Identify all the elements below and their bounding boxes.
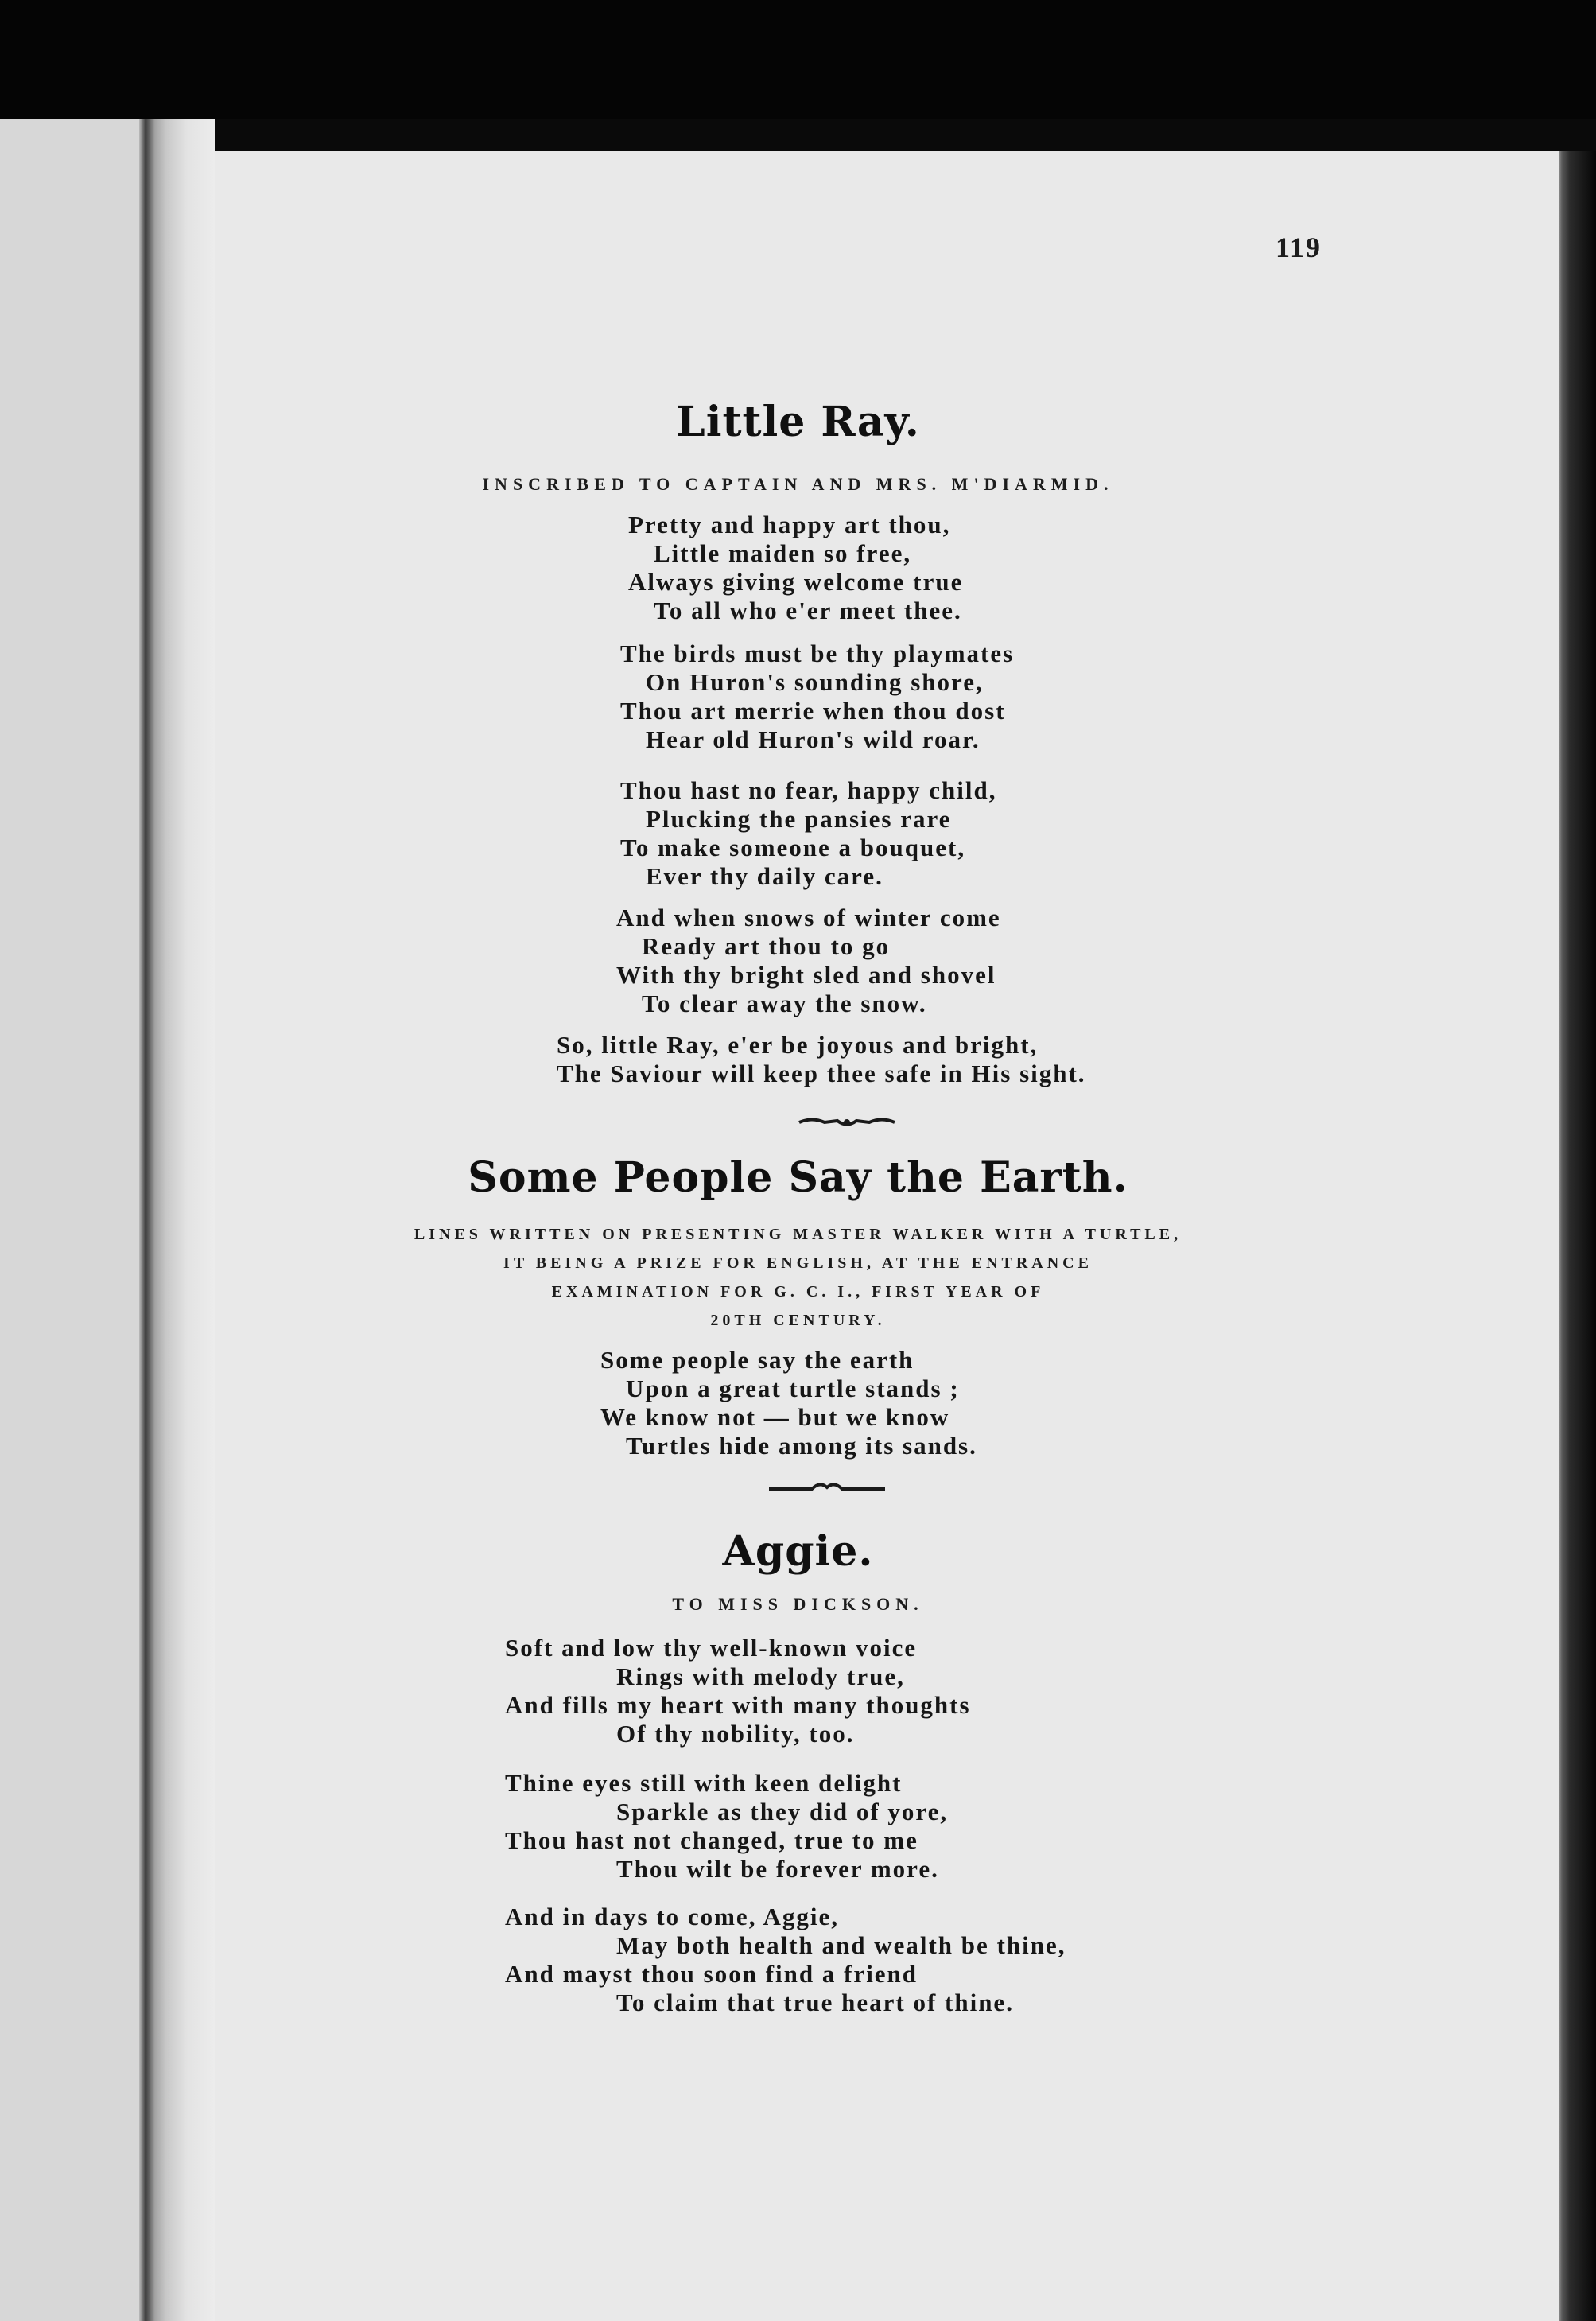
page-number: 119: [1275, 231, 1322, 263]
stanza: [557, 1031, 1086, 1088]
verse-line: Thou wilt be forever more.: [616, 1855, 939, 1883]
stanza: [620, 640, 1014, 754]
verse-line: To claim that true heart of thine.: [616, 1989, 1014, 2016]
verse-line: And mayst thou soon find a friend: [505, 1960, 918, 1988]
dedication-line: LINES WRITTEN ON PRESENTING MASTER WALKER WITH A TURTLE,: [414, 1226, 1182, 1243]
verse-line: Little maiden so free,: [654, 539, 912, 567]
dedication-little-ray: [0, 474, 1596, 495]
verse-line: Pretty and happy art thou,: [628, 511, 951, 538]
verse-line: Always giving welcome true: [628, 568, 964, 596]
dedication-line: INSCRIBED TO CAPTAIN AND MRS. M'DIARMID.: [482, 474, 1114, 494]
dedication-some-people-say-the-earth: [0, 1220, 1596, 1335]
verse-line: The birds must be thy playmates: [620, 640, 1015, 667]
verse-line: And fills my heart with many thoughts: [505, 1691, 971, 1719]
dedication-line: EXAMINATION FOR G. C. I., FIRST YEAR OF: [551, 1283, 1045, 1300]
verse-line: Soft and low thy well-known voice: [505, 1634, 918, 1662]
ornament-divider: [767, 1479, 887, 1494]
verse-line: And in days to come, Aggie,: [505, 1903, 839, 1930]
poem-title-aggie: Aggie.: [722, 1527, 874, 1576]
verse-line: We know not — but we know: [600, 1403, 950, 1431]
stanza: [505, 1903, 1066, 2017]
verse-line: And when snows of winter come: [616, 904, 1001, 931]
dedication-aggie: [0, 1594, 1596, 1615]
stanza: [600, 1346, 977, 1460]
verse-line: To clear away the snow.: [642, 989, 927, 1017]
verse-line: Plucking the pansies rare: [646, 805, 952, 833]
dedication-line: IT BEING A PRIZE FOR ENGLISH, AT THE ENTRANCE: [503, 1254, 1093, 1272]
ornament-divider: [798, 1114, 896, 1131]
verse-line: Turtles hide among its sands.: [626, 1432, 977, 1460]
stanza: [505, 1634, 971, 1748]
verse-line: Thou art merrie when thou dost: [620, 697, 1006, 725]
verse-line: To make someone a bouquet,: [620, 834, 966, 861]
verse-line: Rings with melody true,: [616, 1662, 905, 1690]
verse-line: Thine eyes still with keen delight: [505, 1769, 903, 1797]
dedication-line: 20TH CENTURY.: [710, 1312, 886, 1329]
stanza: [505, 1769, 948, 1884]
verse-line: Ever thy daily care.: [646, 862, 883, 890]
poem-title-little-ray: Little Ray.: [676, 398, 920, 446]
verse-line: With thy bright sled and shovel: [616, 961, 996, 989]
poem-title-some-people-say-the-earth: Some People Say the Earth.: [468, 1153, 1128, 1202]
verse-line: Some people say the earth: [600, 1346, 914, 1374]
verse-line: Thou hast not changed, true to me: [505, 1826, 918, 1854]
verse-line: Hear old Huron's wild roar.: [646, 725, 981, 753]
scan-background: [0, 0, 1596, 119]
verse-line: The Saviour will keep thee safe in His sight.: [557, 1059, 1086, 1087]
stanza: [616, 904, 1001, 1018]
verse-line: On Huron's sounding shore,: [646, 668, 984, 696]
verse-line: Ready art thou to go: [642, 932, 891, 960]
verse-line: Upon a great turtle stands ;: [626, 1374, 960, 1402]
dedication-line: TO MISS DICKSON.: [672, 1594, 924, 1614]
verse-line: So, little Ray, e'er be joyous and bright,: [557, 1031, 1039, 1059]
verse-line: Thou hast no fear, happy child,: [620, 776, 997, 804]
stanza: [628, 511, 963, 625]
verse-line: Sparkle as they did of yore,: [616, 1798, 949, 1825]
stanza: [620, 776, 996, 891]
verse-line: To all who e'er meet thee.: [654, 597, 962, 624]
verse-line: Of thy nobility, too.: [616, 1720, 855, 1748]
verse-line: May both health and wealth be thine,: [616, 1931, 1066, 1959]
